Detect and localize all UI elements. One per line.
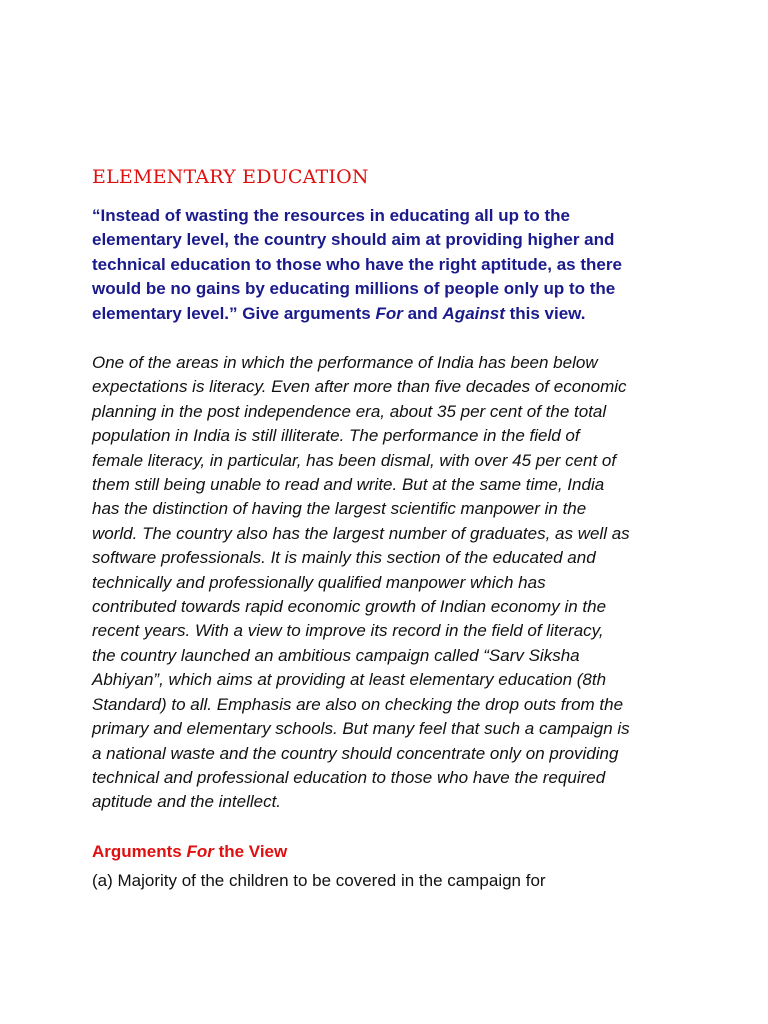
body-line: recent years. With a view to improve its record in the field of literacy, [92,621,604,641]
document-title: ELEMENTARY EDUCATION [92,166,369,188]
body-line: Standard) to all. Emphasis are also on checking the drop outs from the [92,694,624,714]
body-line: technically and professionally qualified manpower which has [92,572,546,592]
section-heading-em: For [186,842,214,861]
section-heading-arguments-for [92,842,287,862]
body-line: technical and professional education to those who have the required [92,767,606,787]
section-heading-prefix: Arguments [92,842,187,861]
body-line: expectations is literacy. Even after more than five decades of economic [92,377,627,397]
question-and-word: and [402,303,443,323]
body-line: female literacy, in particular, has been dismal, with over 45 per cent of [92,450,617,470]
question-last-line [92,302,692,326]
section-heading-suffix: the View [213,842,288,861]
argument-point-a: (a) Majority of the children to be covered in the campaign for [92,871,546,890]
question-last-line-prefix: elementary level.” Give arguments [92,303,376,323]
question-line: would be no gains by educating millions of people only up to the [92,279,616,299]
body-line: the country launched an ambitious campaign called “Sarv Siksha [92,645,580,665]
body-line: population in India is still illiterate. The performance in the field of [92,426,580,446]
body-line: has the distinction of having the largest scientific manpower in the [92,499,587,519]
question-line: elementary level, the country should aim at providing higher and [92,230,615,250]
body-paragraph [92,351,686,815]
body-line: planning in the post independence era, about 35 per cent of the total [92,401,607,421]
body-line: them still being unable to read and write. But at the same time, India [92,475,605,495]
body-line: aptitude and the intellect. [92,792,282,812]
question-last-line-suffix: this view. [504,303,586,323]
question-line: “Instead of wasting the resources in educating all up to the [92,206,570,225]
body-line: a national waste and the country should concentrate only on providing [92,743,619,763]
question-em-against: Against [442,303,505,323]
question-em-for: For [375,303,403,323]
body-line: contributed towards rapid economic growth of Indian economy in the [92,597,607,617]
question-paragraph [92,204,692,326]
body-line: world. The country also has the largest number of graduates, as well as [92,523,630,543]
question-line: technical education to those who have the right aptitude, as there [92,254,622,274]
body-line: One of the areas in which the performance of India has been below [92,353,598,372]
body-line: software professionals. It is mainly this section of the educated and [92,548,596,568]
body-line: Abhiyan”, which aims at providing at least elementary education (8th [92,670,607,690]
body-line: primary and elementary schools. But many feel that such a campaign is [92,719,630,739]
